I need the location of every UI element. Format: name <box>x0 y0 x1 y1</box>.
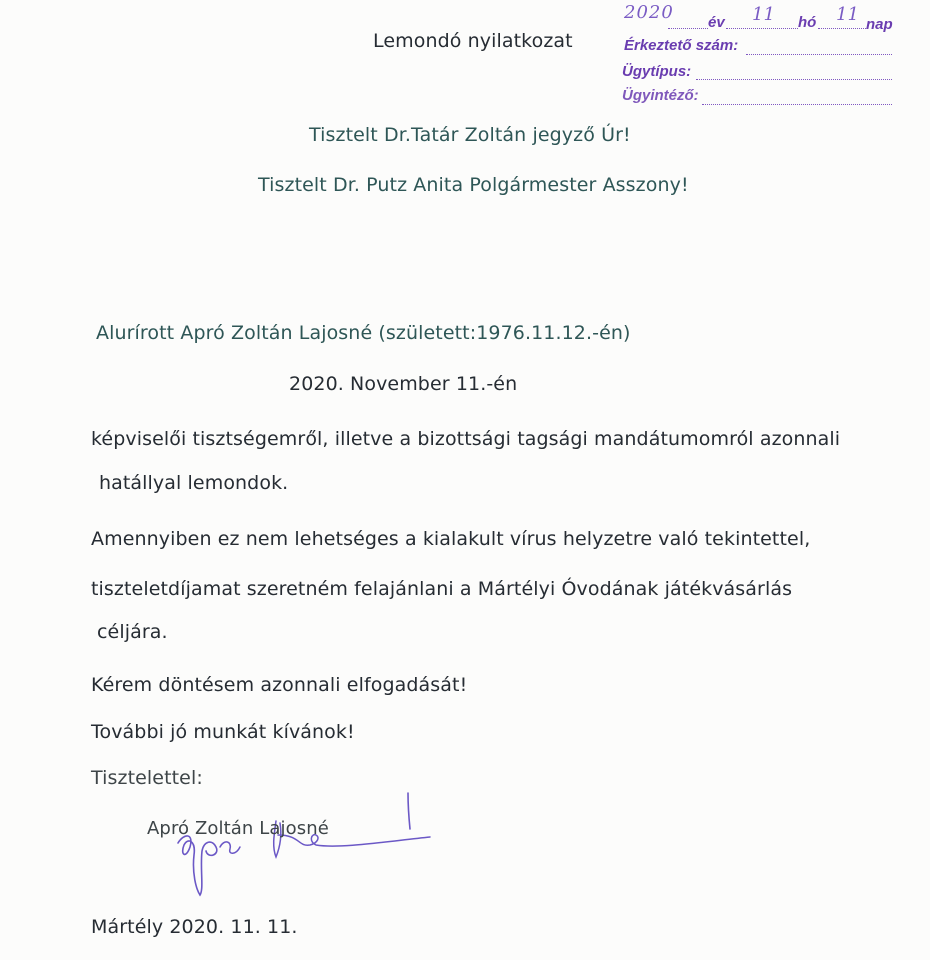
stamp-ev-label: év <box>708 14 725 31</box>
closing: Tisztelettel: <box>91 767 203 789</box>
body-line-7: céljára. <box>97 621 168 643</box>
stamp-month-handwritten: 11 <box>752 4 775 25</box>
body-line-1: Alurírott Apró Zoltán Lajosné (született:1976.11.12.-én) <box>96 322 631 344</box>
stamp-arrival-label: Érkeztető szám: <box>624 37 739 54</box>
place-date: Mártély 2020. 11. 11. <box>91 916 298 938</box>
stamp-case-type-dots <box>696 79 892 80</box>
stamp-day-handwritten: 11 <box>836 4 859 25</box>
body-line-8: Kérem döntésem azonnali elfogadását! <box>91 674 468 696</box>
stamp-ho-label: hó <box>798 14 817 31</box>
body-line-2: 2020. November 11.-én <box>289 373 518 395</box>
stamp-year-handwritten: 2020 <box>624 2 674 23</box>
signature-name: Apró Zoltán Lajosné <box>147 818 329 839</box>
document-title: Lemondó nyilatkozat <box>373 30 573 52</box>
handwritten-signature <box>150 785 450 905</box>
registration-stamp <box>622 4 912 114</box>
body-line-6: tiszteletdíjamat szeretném felajánlani a Mártélyi Óvodának játékvásárlás <box>91 578 793 600</box>
stamp-nap-label: nap <box>866 16 893 33</box>
stamp-case-type-label: Ügytípus: <box>622 63 692 80</box>
stamp-administrator-label: Ügyintéző: <box>622 87 699 104</box>
salutation-notary: Tisztelt Dr.Tatár Zoltán jegyző Úr! <box>309 124 631 146</box>
body-line-5: Amennyiben ez nem lehetséges a kialakult vírus helyzetre való tekintettel, <box>91 528 811 550</box>
body-line-4: hatállyal lemondok. <box>99 472 289 494</box>
stamp-month-dots <box>726 28 798 29</box>
body-line-3: képviselői tisztségemről, illetve a bizottsági tagsági mandátumomról azonnali <box>91 428 841 450</box>
salutation-mayor: Tisztelt Dr. Putz Anita Polgármester Asszony! <box>258 174 689 196</box>
stamp-administrator-dots <box>702 104 892 105</box>
stamp-arrival-dots <box>746 54 892 55</box>
stamp-year-dots <box>668 28 708 29</box>
stamp-day-dots <box>818 28 866 29</box>
body-line-9: További jó munkát kívánok! <box>91 721 355 743</box>
